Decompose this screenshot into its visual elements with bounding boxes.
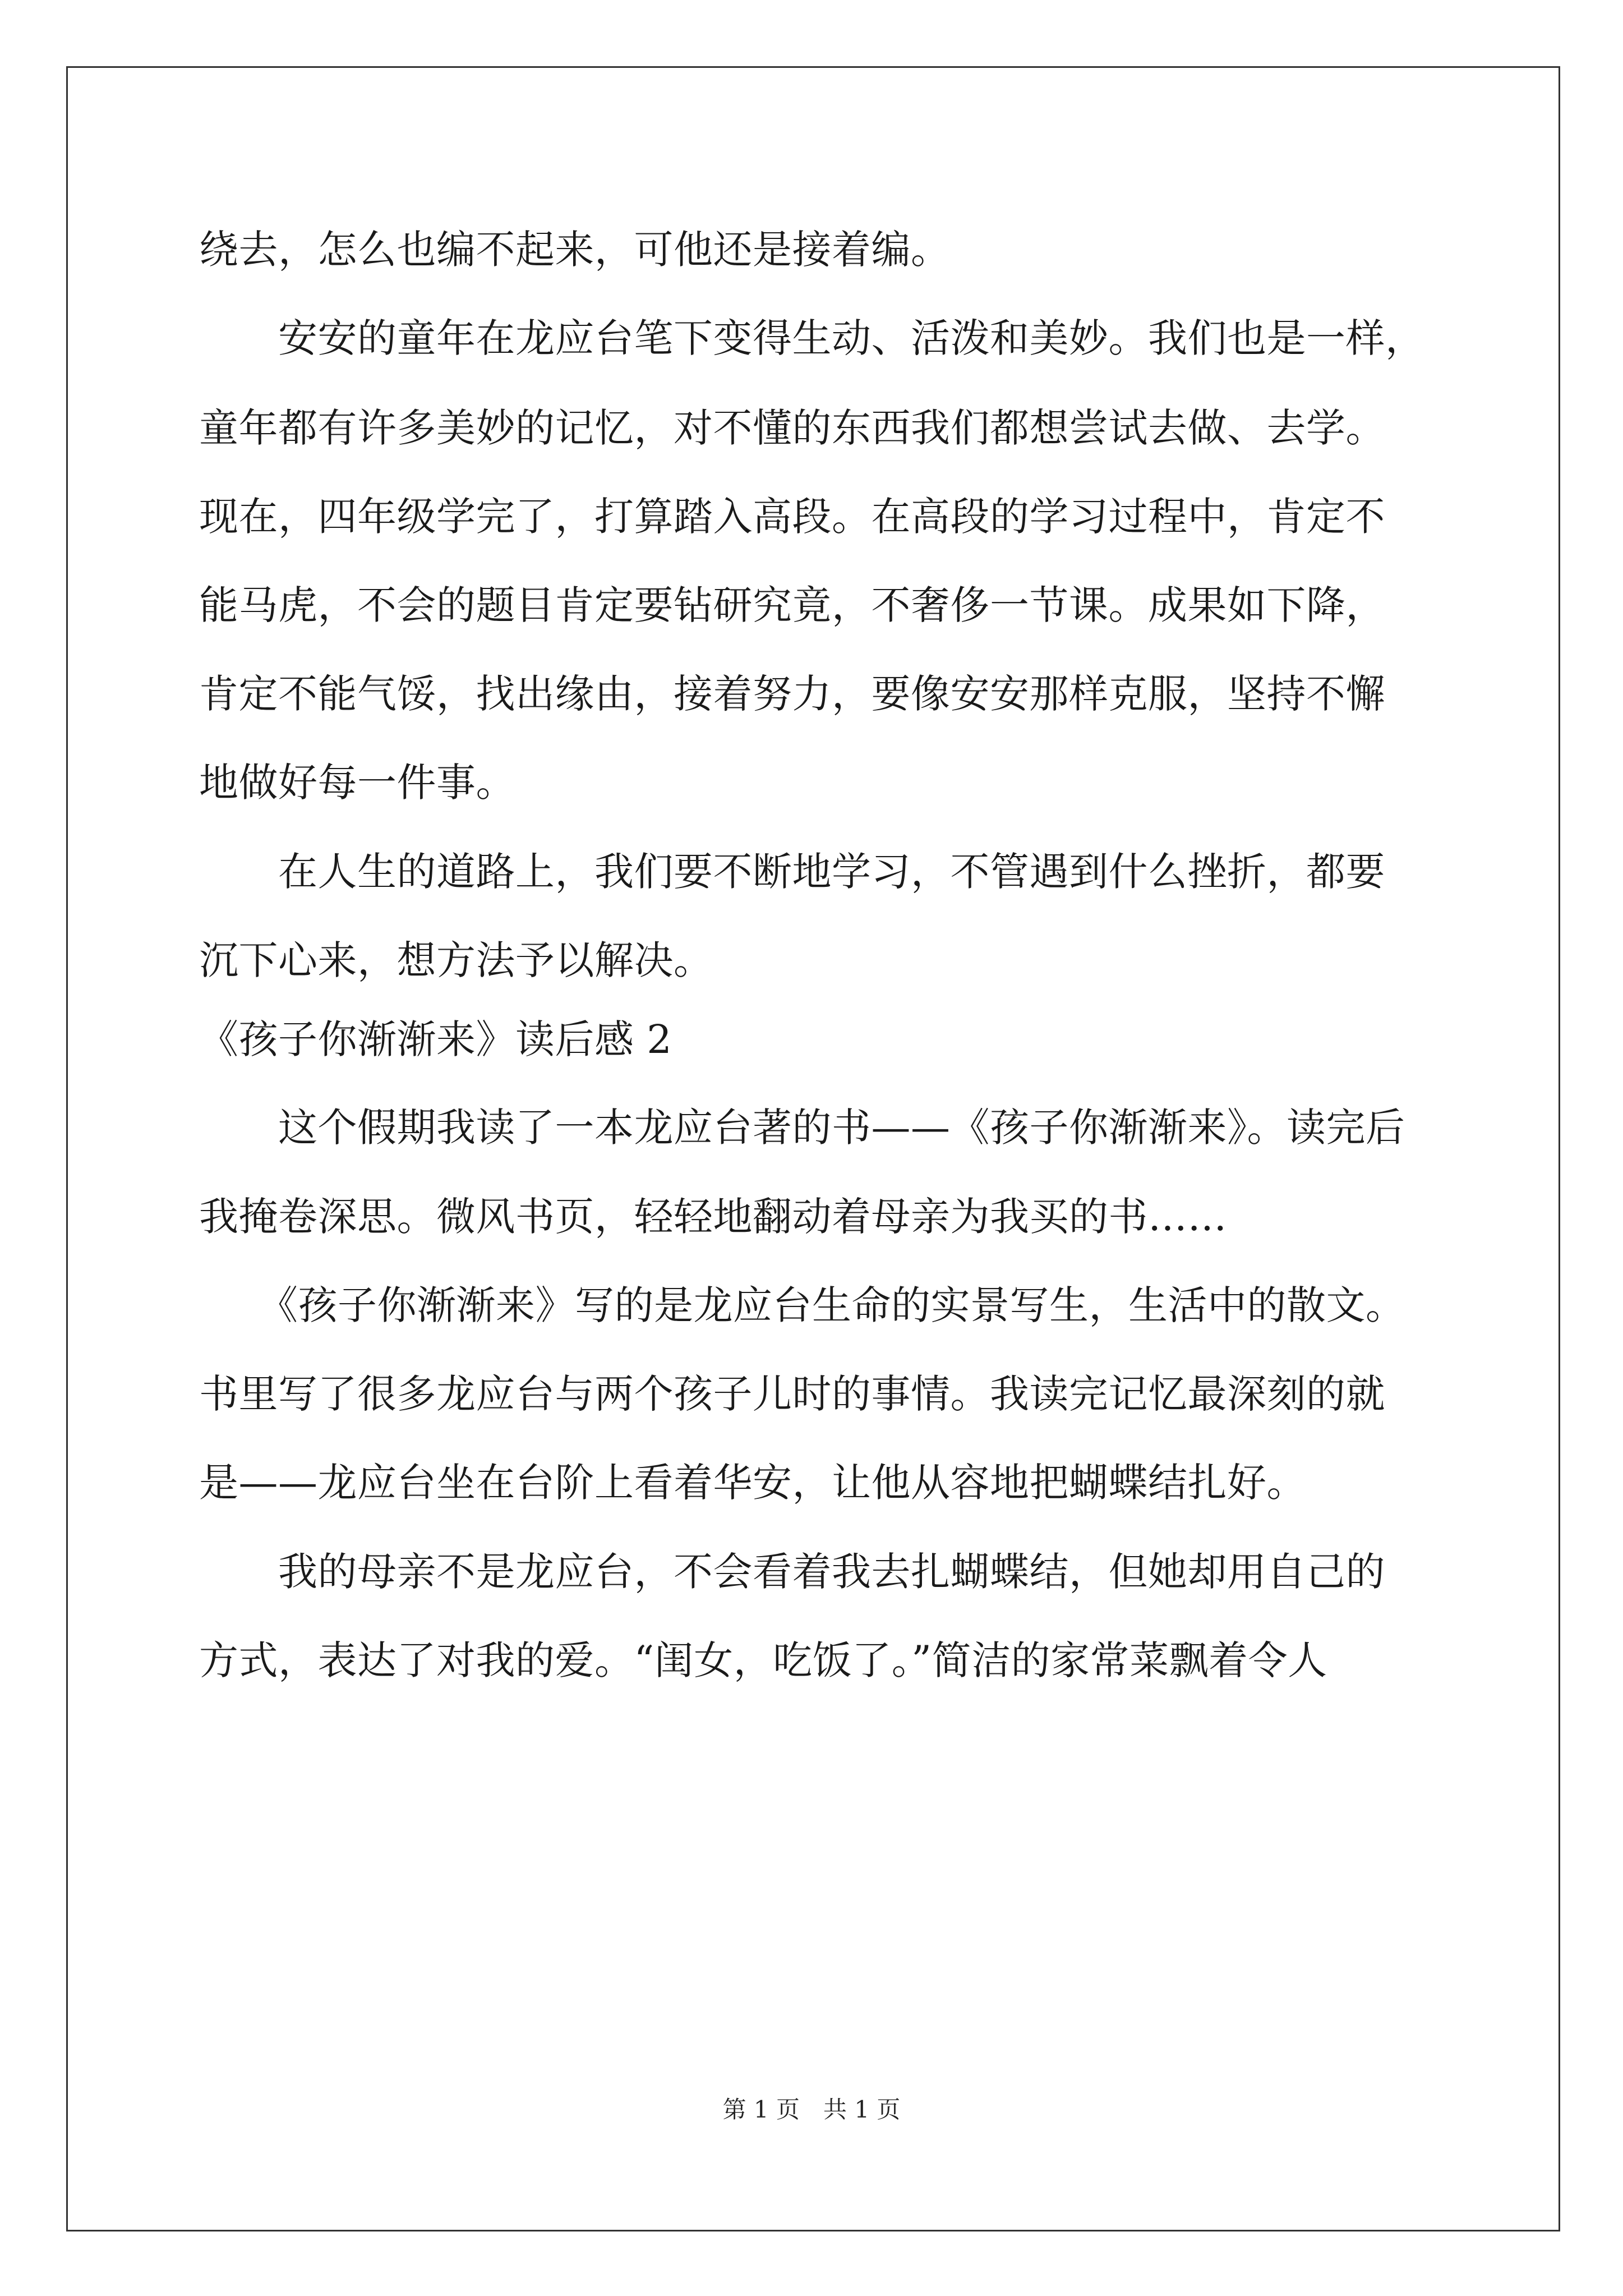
text-line: 在人生的道路上，我们要不断地学习，不管遇到什么挫折，都要 bbox=[199, 849, 1385, 895]
page-footer: 第 1 页 共 1 页 bbox=[722, 2096, 901, 2123]
text-line: 现在，四年级学完了，打算踏入高段。在高段的学习过程中，肯定不 bbox=[199, 494, 1385, 540]
text-line: 地做好每一件事。 bbox=[199, 760, 515, 806]
text-line: 这个假期我读了一本龙应台著的书——《孩子你渐渐来》。读完后 bbox=[199, 1105, 1405, 1151]
text-line: 方式，表达了对我的爱。“闺女，吃饭了。”简洁的家常菜飘着令人 bbox=[199, 1637, 1327, 1683]
text-line: 我掩卷深思。微风书页，轻轻地翻动着母亲为我买的书…… bbox=[199, 1194, 1227, 1240]
section-heading: 《孩子你渐渐来》读后感 2 bbox=[199, 1016, 672, 1062]
text-line: 童年都有许多美妙的记忆，对不懂的东西我们都想尝试去做、去学。 bbox=[199, 405, 1385, 451]
text-line: 《孩子你渐渐来》写的是龙应台生命的实景写生，生活中的散文。 bbox=[199, 1282, 1405, 1328]
text-line: 我的母亲不是龙应台，不会看着我去扎蝴蝶结，但她却用自己的 bbox=[199, 1549, 1385, 1595]
text-line: 肯定不能气馁，找出缘由，接着努力，要像安安那样克服，坚持不懈 bbox=[199, 671, 1385, 717]
text-line: 书里写了很多龙应台与两个孩子儿时的事情。我读完记忆最深刻的就 bbox=[199, 1371, 1385, 1417]
text-line: 安安的童年在龙应台笔下变得生动、活泼和美妙。我们也是一样， bbox=[199, 315, 1425, 361]
text-line: 能马虎，不会的题目肯定要钻研究竟，不奢侈一节课。成果如下降， bbox=[199, 582, 1385, 628]
text-line: 是——龙应台坐在台阶上看着华安，让他从容地把蝴蝶结扎好。 bbox=[199, 1460, 1306, 1506]
text-line: 绕去，怎么也编不起来，可他还是接着编。 bbox=[199, 227, 951, 273]
text-line: 沉下心来，想方法予以解决。 bbox=[199, 937, 713, 983]
